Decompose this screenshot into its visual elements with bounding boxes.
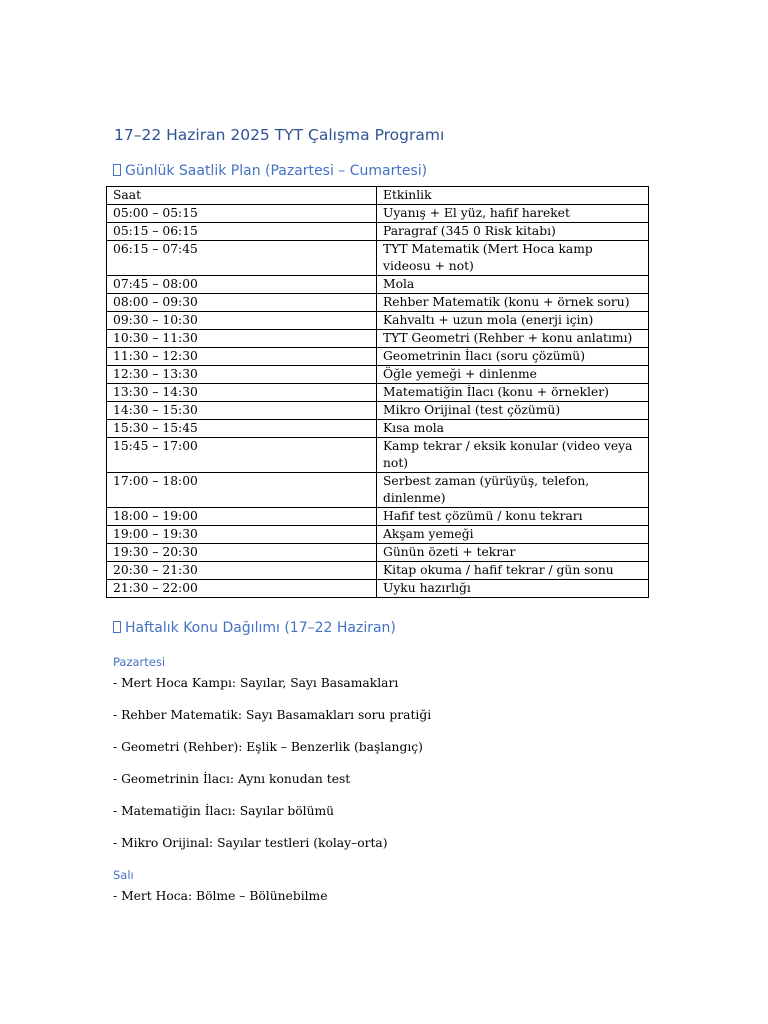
table-row: [107, 508, 649, 526]
activity-cell: TYT Geometri (Rehber + konu anlatımı): [377, 330, 649, 348]
activity-cell: Geometrinin İlacı (soru çözümü): [377, 348, 649, 366]
time-cell: 14:30 – 15:30: [107, 402, 377, 420]
activity-cell: Matematiğin İlacı (konu + örnekler): [377, 384, 649, 402]
table-row: [107, 384, 649, 402]
time-cell: 12:30 – 13:30: [107, 366, 377, 384]
activity-cell: Uyku hazırlığı: [377, 580, 649, 598]
activity-cell: Kitap okuma / hafif tekrar / gün sonu: [377, 562, 649, 580]
table-row: [107, 330, 649, 348]
list-item: - Geometri (Rehber): Eşlik – Benzerlik (başlangıç): [113, 740, 423, 754]
table-row: [107, 580, 649, 598]
activity-cell: TYT Matematik (Mert Hoca kamp videosu + not): [377, 241, 649, 276]
table-row: [107, 366, 649, 384]
activity-cell: Rehber Matematik (konu + örnek soru): [377, 294, 649, 312]
time-cell: 15:30 – 15:45: [107, 420, 377, 438]
daily-plan-heading: [113, 163, 427, 179]
activity-cell: Paragraf (345 0 Risk kitabı): [377, 223, 649, 241]
time-cell: 15:45 – 17:00: [107, 438, 377, 473]
table-row: [107, 526, 649, 544]
table-row: [107, 294, 649, 312]
activity-cell: Uyanış + El yüz, hafif hareket: [377, 205, 649, 223]
time-cell: 13:30 – 14:30: [107, 384, 377, 402]
time-cell: 09:30 – 10:30: [107, 312, 377, 330]
table-row: [107, 348, 649, 366]
table-row: [107, 473, 649, 508]
time-cell: 05:00 – 05:15: [107, 205, 377, 223]
list-item: - Mert Hoca: Bölme – Bölünebilme: [113, 889, 328, 903]
time-cell: 21:30 – 22:00: [107, 580, 377, 598]
table-row: [107, 402, 649, 420]
activity-cell: Günün özeti + tekrar: [377, 544, 649, 562]
list-item: - Rehber Matematik: Sayı Basamakları soru pratiği: [113, 708, 432, 722]
activity-cell: Mikro Orijinal (test çözümü): [377, 402, 649, 420]
table-row: [107, 544, 649, 562]
time-cell: 08:00 – 09:30: [107, 294, 377, 312]
table-row: [107, 241, 649, 276]
table-row: [107, 223, 649, 241]
activity-cell: Kısa mola: [377, 420, 649, 438]
list-item: - Matematiğin İlacı: Sayılar bölümü: [113, 804, 335, 818]
time-cell: 19:30 – 20:30: [107, 544, 377, 562]
column-header-time: Saat: [107, 187, 377, 205]
daily-schedule-table: [106, 186, 649, 598]
time-cell: 19:00 – 19:30: [107, 526, 377, 544]
time-cell: 06:15 – 07:45: [107, 241, 377, 276]
time-cell: 10:30 – 11:30: [107, 330, 377, 348]
column-header-activity: Etkinlik: [377, 187, 649, 205]
table-row: [107, 205, 649, 223]
list-item: - Mert Hoca Kampı: Sayılar, Sayı Basamakları: [113, 676, 399, 690]
activity-cell: Kamp tekrar / eksik konular (video veya not): [377, 438, 649, 473]
time-cell: 07:45 – 08:00: [107, 276, 377, 294]
activity-cell: Serbest zaman (yürüyüş, telefon, dinlenme): [377, 473, 649, 508]
table-row: [107, 312, 649, 330]
table-row: [107, 562, 649, 580]
weekly-plan-heading-text: Haftalık Konu Dağılımı (17–22 Haziran): [125, 620, 396, 636]
activity-cell: Mola: [377, 276, 649, 294]
day-heading-monday: Pazartesi: [113, 655, 166, 669]
activity-cell: Akşam yemeği: [377, 526, 649, 544]
activity-cell: Kahvaltı + uzun mola (enerji için): [377, 312, 649, 330]
day-heading-tuesday: Salı: [113, 868, 134, 882]
document-title: 17–22 Haziran 2025 TYT Çalışma Programı: [114, 126, 445, 144]
table-row: [107, 276, 649, 294]
weekly-plan-heading: [113, 620, 396, 636]
time-cell: 18:00 – 19:00: [107, 508, 377, 526]
daily-plan-heading-text: Günlük Saatlik Plan (Pazartesi – Cumartesi): [125, 163, 428, 179]
activity-cell: Hafif test çözümü / konu tekrarı: [377, 508, 649, 526]
time-cell: 11:30 – 12:30: [107, 348, 377, 366]
time-cell: 17:00 – 18:00: [107, 473, 377, 508]
table-row: [107, 438, 649, 473]
daily-schedule-body: [107, 187, 649, 598]
table-header-row: [107, 187, 649, 205]
missing-glyph-icon: [113, 621, 121, 633]
time-cell: 20:30 – 21:30: [107, 562, 377, 580]
missing-glyph-icon: [113, 164, 121, 176]
activity-cell: Öğle yemeği + dinlenme: [377, 366, 649, 384]
list-item: - Geometrinin İlacı: Aynı konudan test: [113, 772, 351, 786]
table-row: [107, 420, 649, 438]
time-cell: 05:15 – 06:15: [107, 223, 377, 241]
list-item: - Mikro Orijinal: Sayılar testleri (kolay–orta): [113, 836, 388, 850]
